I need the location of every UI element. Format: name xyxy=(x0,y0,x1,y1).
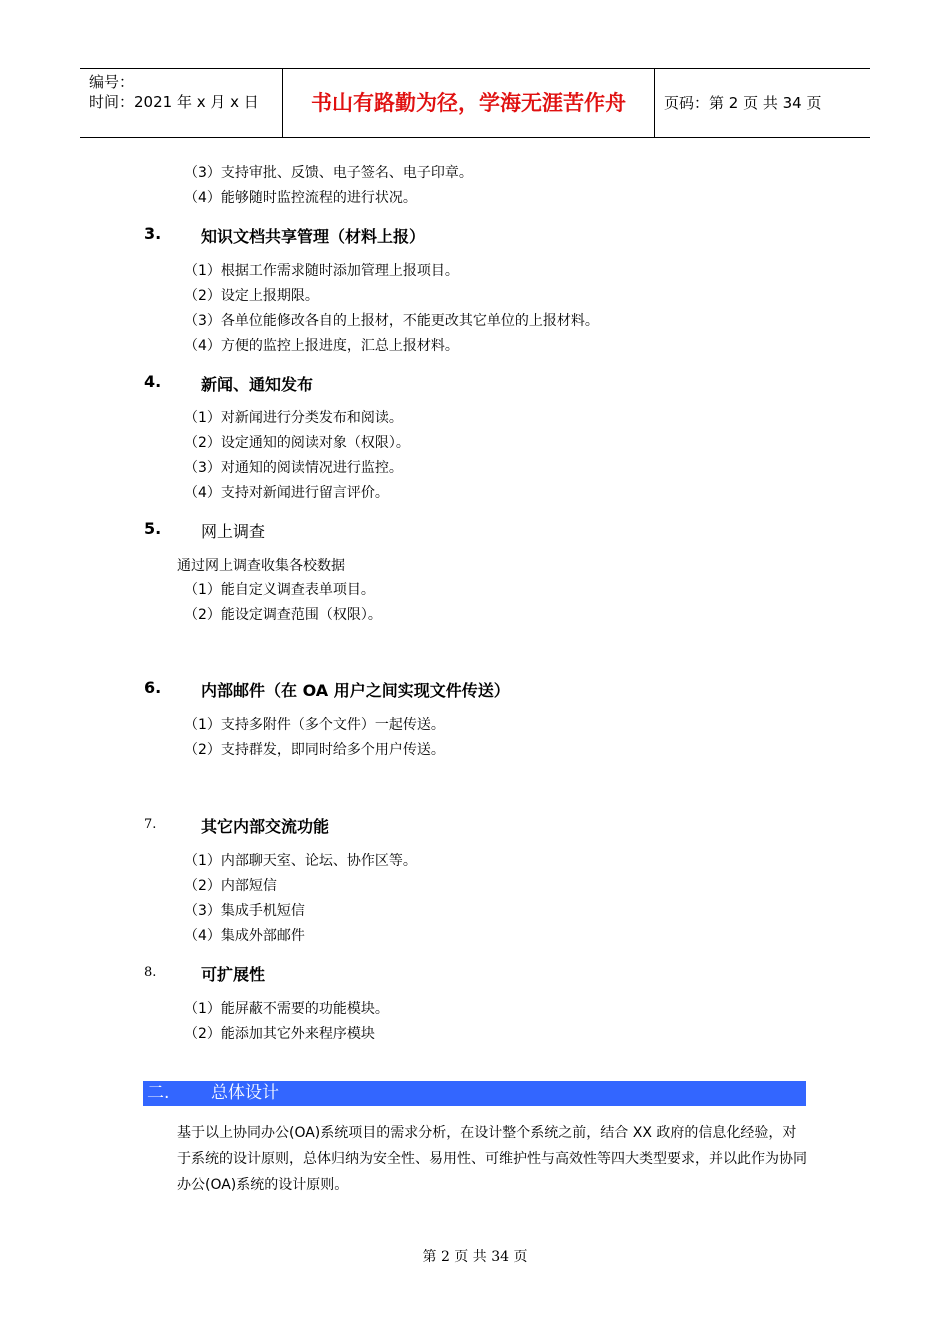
header-meta xyxy=(80,69,280,137)
chapter-number: 二. xyxy=(147,1083,170,1103)
section-title: 其它内部交流功能 xyxy=(201,817,330,836)
list-item: （4）能够随时监控流程的进行状况。 xyxy=(184,190,417,206)
section-number: 4. xyxy=(144,372,162,391)
list-item: （3）支持审批、反馈、电子签名、电子印章。 xyxy=(184,165,473,181)
list-item: （3）对通知的阅读情况进行监控。 xyxy=(184,460,403,476)
section-title: 新闻、通知发布 xyxy=(201,375,314,394)
chapter-heading xyxy=(143,1081,806,1106)
section-number: 5. xyxy=(144,519,162,538)
section-intro: 通过网上调查收集各校数据 xyxy=(177,558,345,574)
list-item: （2）能设定调查范围（权限）。 xyxy=(184,607,382,623)
page-footer: 第 2 页 共 34 页 xyxy=(422,1249,528,1265)
header-motto: 书山有路勤为径，学海无涯苦作舟 xyxy=(282,69,655,137)
date-label: 时间：2021 年 x 月 x 日 xyxy=(89,93,259,111)
section-number: 7. xyxy=(144,817,157,832)
section-number: 6. xyxy=(144,678,162,697)
list-item: （1）能自定义调查表单项目。 xyxy=(184,582,375,598)
list-item: （1）能屏蔽不需要的功能模块。 xyxy=(184,1001,389,1017)
section-title: 网上调查 xyxy=(201,522,266,541)
list-item: （1）内部聊天室、论坛、协作区等。 xyxy=(184,853,417,869)
section-number: 3. xyxy=(144,224,162,243)
list-item: （4）支持对新闻进行留言评价。 xyxy=(184,485,389,501)
number-label: 编号： xyxy=(89,73,135,91)
section-number: 8. xyxy=(144,965,157,980)
body-paragraph: 基于以上协同办公(OA)系统项目的需求分析，在设计整个系统之前，结合 XX 政府的信息化经验，对于系统的设计原则，总体归纳为安全性、易用性、可维护性与高效性等四大类型要求，并以此作为协同办公(OA)系统的设计原则。 xyxy=(177,1125,807,1193)
list-item: （1）对新闻进行分类发布和阅读。 xyxy=(184,410,403,426)
list-item: （4）集成外部邮件 xyxy=(184,928,305,944)
section-title: 可扩展性 xyxy=(201,965,266,984)
chapter-title: 总体设计 xyxy=(211,1083,279,1103)
list-item: （4）方便的监控上报进度，汇总上报材料。 xyxy=(184,338,459,354)
page-header xyxy=(80,68,870,138)
list-item: （3）各单位能修改各自的上报材，不能更改其它单位的上报材料。 xyxy=(184,313,599,329)
list-item: （1）根据工作需求随时添加管理上报项目。 xyxy=(184,263,459,279)
list-item: （2）支持群发，即同时给多个用户传送。 xyxy=(184,742,445,758)
section-title: 内部邮件（在 OA 用户之间实现文件传送） xyxy=(201,681,510,700)
list-item: （2）内部短信 xyxy=(184,878,277,894)
header-page-info: 页码：第 2 页 共 34 页 xyxy=(664,94,822,112)
list-item: （2）能添加其它外来程序模块 xyxy=(184,1026,375,1042)
list-item: （1）支持多附件（多个文件）一起传送。 xyxy=(184,717,445,733)
list-item: （2）设定通知的阅读对象（权限）。 xyxy=(184,435,410,451)
list-item: （2）设定上报期限。 xyxy=(184,288,319,304)
list-item: （3）集成手机短信 xyxy=(184,903,305,919)
section-title: 知识文档共享管理（材料上报） xyxy=(201,227,426,246)
